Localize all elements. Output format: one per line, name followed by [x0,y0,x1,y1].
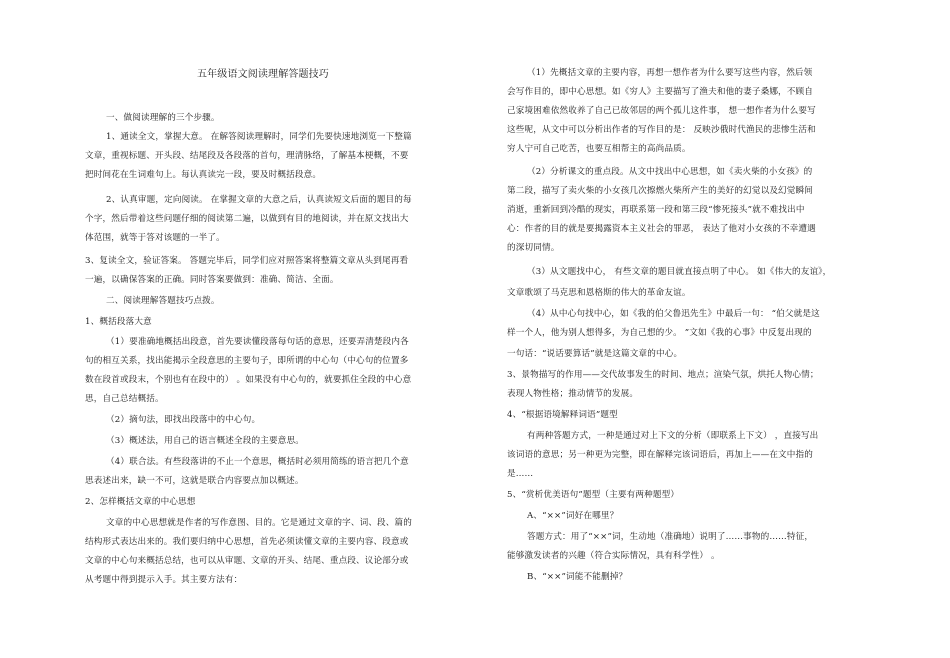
right-line-19: 有两种答题方式，一种是通过对上下文的分析（即联系上下文） ，直接写出 [527,431,819,441]
right-line-20: 该词语的意思；另一种更为完整，即在解释完该词语后，再加上——在文中指的 [507,450,814,460]
right-line-2: 会写作目的，即中心思想。如《穷人》主要描写了渔夫和他的妻子桑娜，不顾自 [507,87,814,97]
left-line-4: 把时间花在生词难句上。每认真读完一段，要及时概括段意。 [85,170,322,180]
right-line-4: 这些呢，从文中可以分析出作者的写作目的是： 反映沙俄时代渔民的悲惨生活和 [507,125,816,135]
left-line-15: 思，自己总结概括。 [85,394,164,404]
left-line-24: 从考题中得到提示入手。其主要方法有： [85,575,243,585]
right-line-12: 文章歌颂了马克思和恩格斯的伟大的革命友谊。 [507,288,691,298]
right-line-5: 穷人宁可自己吃苦，也要互相帮主的高尚品质。 [507,144,691,154]
right-line-18: 4、“根据语境解释词语”题型 [507,410,618,420]
right-line-1: （1）先概括文章的主要内容，再想一想作者为什么要写这些内容，然后领 [527,68,813,78]
right-line-22: 5、“赏析优美语句”题型（主要有两种题型） [507,490,680,500]
left-line-18: （4）联合法。有些段落讲的不止一个意思，概括时必须用简练的语言把几个意 [106,457,409,467]
left-line-17: （3）概述法，用自己的语言概述全段的主要意思。 [106,436,304,446]
right-line-26: B、“××”词能不能删掉？ [527,572,628,582]
right-line-7: 第二段，描写了卖火柴的小女孩几次擦燃火柴所产生的美好的幻觉以及幻觉瞬间 [507,186,814,196]
left-line-1: 一、做阅读理解的三个步骤。 [106,113,220,123]
left-line-5: 2、认真审题，定向阅读。 在掌握文章的大意之后，认真读短文后面的题目的每 [106,195,412,205]
left-line-22: 结构形式表达出来的。我们要归纳中心思想，首先必须读懂文章的主要内容、段意或 [85,537,409,547]
right-line-10: 的深切同情。 [507,243,560,253]
left-line-19: 思表述出来，缺一不可，这就是联合内容要点加以概述。 [85,476,304,486]
left-line-21: 文章的中心思想就是作者的写作意图、目的。它是通过文章的字、词、段、篇的 [106,518,413,528]
left-line-13: 句的相互关系，找出能揭示全段意思的主要句子，即所谓的中心句（中心句的位置多 [85,356,409,366]
left-line-6: 个字，然后带着这些问题仔细的阅读第二遍，以做到有目的地阅读，并在原文找出大 [85,214,409,224]
right-line-6: （2）分析课文的重点段。从文中找出中心思想，如《卖火柴的小女孩》的 [527,167,813,177]
right-line-14: 样一个人，他为别人想得多，为自己想的少。 ”文如《我的心事》中反复出现的 [507,328,812,338]
left-line-10: 二、阅读理解答题技巧点拨。 [106,296,220,306]
left-line-14: 数在段首或段末，个别也有在段中的） 。如果没有中心句的，就要抓住全段的中心意 [85,375,412,385]
right-line-21: 是…… [507,469,534,479]
right-line-15: 一句话：“说话要算话”就是这篇文章的中心。 [507,349,683,359]
left-line-8: 3、复读全文，验证答案。 答题完毕后，同学们应对照答案将整篇文章从头到尾再看 [85,256,409,266]
left-line-20: 2、怎样概括文章的中心思想 [85,497,196,507]
right-line-9: 心：作者的目的就是要揭露资本主义社会的罪恶， 表达了他对小女孩的不幸遭遇 [507,224,816,234]
right-line-16: 3、景物描写的作用——交代故事发生的时间、地点；渲染气氛，烘托人物心情； [507,370,819,380]
right-line-24: 答题方式：用了“××”词，生动地（准确地）说明了……事物的……特征， [527,532,814,542]
right-line-17: 表现人物性格；推动情节的发展。 [507,389,639,399]
left-line-7: 体范围，就等于答对该题的一半了。 [85,233,225,243]
right-line-3: 己家境困难依然收养了自己已故邻居的两个孤儿这件事， 想一想作者为什么要写 [507,106,816,116]
left-line-9: 一遍，以确保答案的正确。同时答案要做到：准确、简洁、全面。 [85,275,339,285]
right-line-8: 消逝，重新回到冷酷的现实，再联系第一段和第三段“惨死接头”就不难找出中 [507,205,805,215]
left-line-3: 文章，重视标题、开头段、结尾段及各段落的首句，理清脉络，了解基本梗概，不要 [85,151,409,161]
right-line-11: （3）从文题找中心， 有些文章的题目就直接点明了中心。 如《伟大的友谊》， [527,267,832,277]
left-line-12: （1）要准确地概括出段意，首先要读懂段落每句话的意思，还要弄清楚段内各 [106,337,409,347]
left-line-11: 1、概括段落大意 [85,317,152,327]
left-line-23: 文章的中心句来概括总结，也可以从审题、文章的开头、结尾、重点段、议论部分或 [85,556,409,566]
left-line-2: 1、通读全文，掌握大意。 在解答阅读理解时，同学们先要快速地浏览一下整篇 [106,132,412,142]
left-line-16: （2）摘句法，即找出段落中的中心句。 [106,415,261,425]
right-line-23: A、“××”词好在哪里？ [527,511,619,521]
document-title: 五年级语文阅读理解答题技巧 [197,69,329,80]
right-line-13: （4）从中心句找中心，如《我的伯父鲁迅先生》中最后一句： “伯父就是这 [527,309,820,319]
right-line-25: 能够激发读者的兴趣（符合实际情况，具有科学性） 。 [507,551,720,561]
